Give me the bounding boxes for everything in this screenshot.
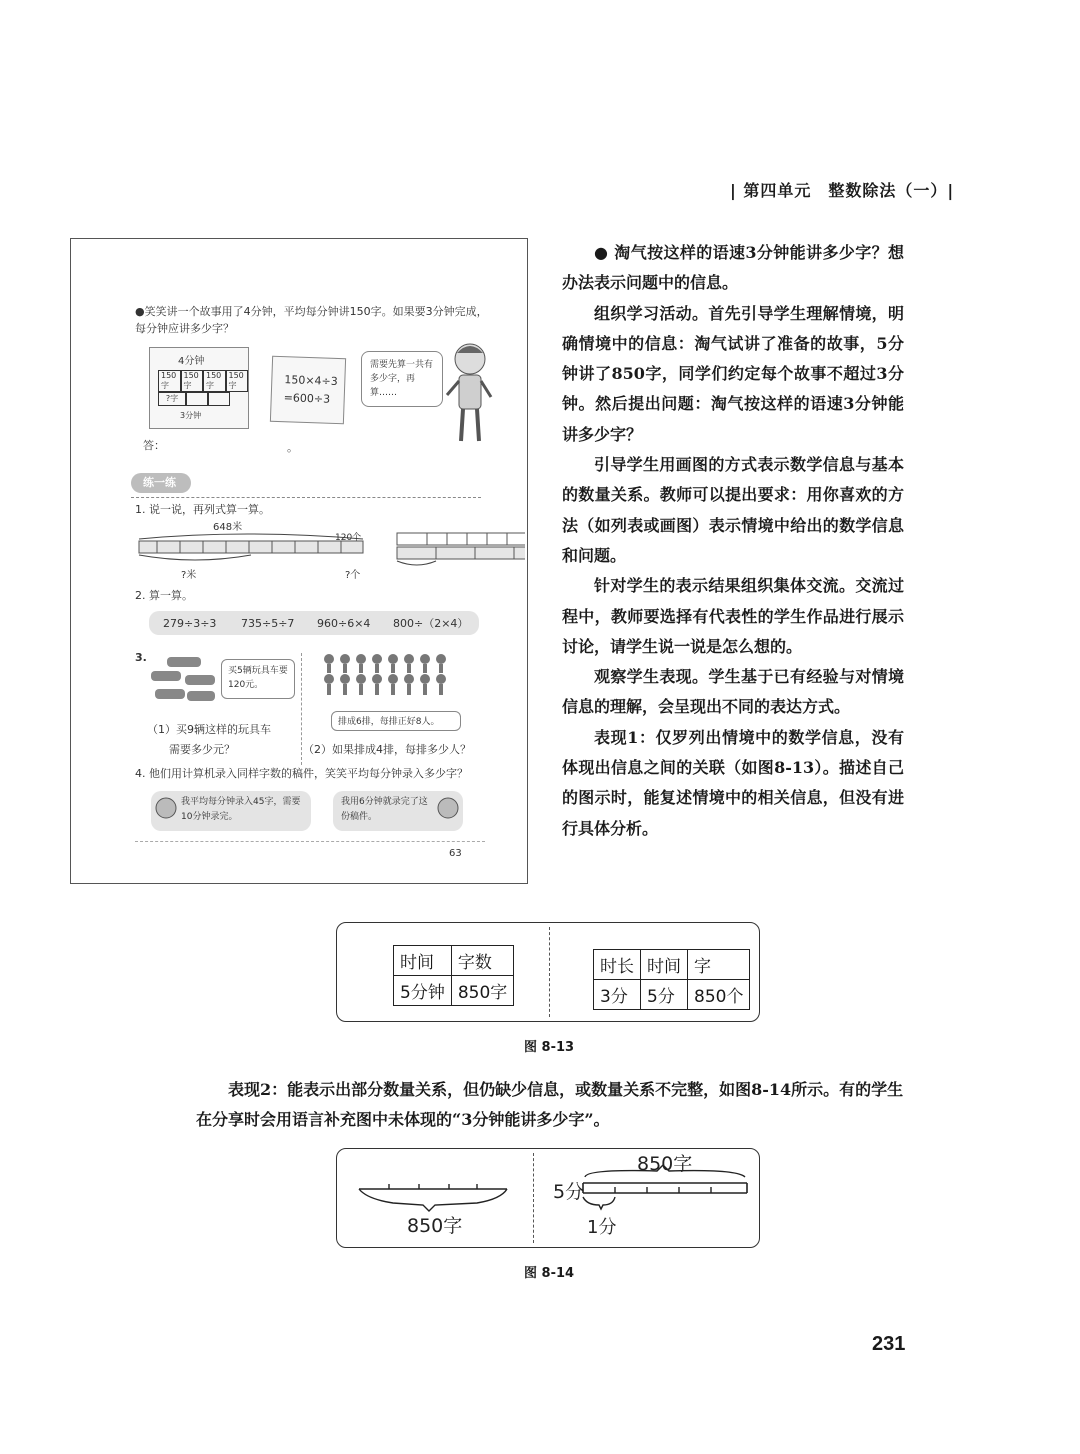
answer-period: 。: [287, 441, 298, 454]
diagram-empty-cell: [186, 392, 208, 406]
practice-banner: [131, 473, 191, 493]
inset-bottom-rule: [135, 841, 485, 842]
calc-line-2: =600÷3: [283, 391, 331, 406]
student-table-right: [593, 949, 750, 1010]
figure-8-13-caption: 图 8-13: [524, 1040, 575, 1055]
table-value-cell: 850字: [451, 976, 513, 1006]
paragraph-performance-2: 表现2：能表示出部分数量关系，但仍缺少信息，或数量关系不完整，如图8-14所示。有的学生在分享时会用语言补充图中未体现的“3分钟能讲多少字”。: [196, 1080, 904, 1129]
q1-bar-diagrams: [135, 531, 525, 571]
q2-expression: 735÷5÷7: [241, 617, 295, 630]
table-header-cell: 字: [688, 950, 750, 980]
table-header-cell: 时长: [594, 950, 641, 980]
q1-left-total: 648米: [213, 522, 243, 533]
paragraph-organize: 组织学习活动。首先引导学生理解情境，明确情境中的信息：淘气试讲了准备的故事，5分钟讲了850字，同学们约定每个故事不超过3分钟。然后提出问题：淘气按这样的语速3分钟能讲多少字？: [562, 303, 904, 444]
table-header-cell: 字数: [451, 946, 513, 976]
diagram-cell: 150字: [181, 370, 204, 392]
table-value-cell: 5分钟: [394, 976, 452, 1006]
q1-right-label: 120个: [335, 533, 362, 543]
speech-bubble: [361, 351, 443, 407]
page-number: 231: [872, 1333, 906, 1355]
paragraph-guide: 引导学生用画图的方式表示数学信息与基本的数量关系。教师可以提出要求：用你喜欢的方法（如列表或画图）表示情境中给出的数学信息和问题。: [562, 455, 904, 565]
table-value-cell: 850个: [688, 980, 750, 1010]
diagram-bar: [158, 370, 248, 392]
diagram-cell: 150字: [203, 370, 226, 392]
q3-sub2: （2）如果排成4排，每排多少人？: [303, 743, 471, 756]
q1-right-question: ?个: [345, 570, 361, 581]
question-4: 4. 他们用计算机录入同样字数的稿件，笑笑平均每分钟录入多少字？: [135, 767, 468, 780]
practice-title: 练一练: [143, 476, 176, 489]
fig14-left-label: 850字: [407, 1215, 463, 1237]
table-header-cell: 时间: [394, 946, 452, 976]
q3-sub1-line2: 需要多少元？: [169, 743, 235, 756]
q3-bubble-right: [331, 711, 461, 731]
table-header-cell: 时间: [641, 950, 688, 980]
q3-bubble-right-text: 排成6排，每排正好8人。: [338, 717, 440, 727]
whiteboard-diagram: [149, 347, 249, 429]
toy-cars-illustration: [149, 655, 219, 705]
question-2: 2. 算一算。: [135, 589, 193, 602]
question-3: 3.: [135, 651, 147, 664]
q1-left-question: ?米: [181, 570, 197, 581]
figure-divider: [549, 927, 550, 1017]
inset-problem-intro: ●笑笑讲一个故事用了4分钟，平均每分钟讲150字。如果要3分钟完成，每分钟应讲多少字？: [135, 305, 488, 335]
fig14-right-bottom-label: 1分: [587, 1217, 617, 1238]
diagram-empty-cell: [208, 392, 230, 406]
figure-8-14: [336, 1148, 760, 1248]
table-value-cell: 5分: [641, 980, 688, 1010]
diagram-bar-2: [158, 392, 230, 406]
q2-expression: 960÷6×4: [317, 617, 371, 630]
paragraph-observe: 观察学生表现。学生基于已有经验与对情境信息的理解，会呈现出不同的表达方式。: [562, 667, 904, 717]
q4-bubble-right-text: 我用6分钟就录完了这份稿件。: [341, 797, 428, 822]
practice-divider: [131, 497, 481, 498]
children-group-illustration: [321, 651, 471, 701]
calc-line-1: 150×4÷3: [284, 373, 338, 389]
figure-8-13: [336, 922, 760, 1022]
paragraph-exchange: 针对学生的表示结果组织集体交流。交流过程中，教师要选择有代表性的学生作品进行展示讨论，请学生说一说是怎么想的。: [562, 576, 904, 656]
q2-expression: 279÷3÷3: [163, 617, 217, 630]
student-bar-drawings: [337, 1149, 759, 1247]
question-1: 1. 说一说，再列式算一算。: [135, 503, 270, 516]
q3-sub1-line1: （1）买9辆这样的玩具车: [147, 723, 271, 736]
table-value-cell: 3分: [594, 980, 641, 1010]
diagram-q-cell: ?字: [158, 392, 186, 406]
girl-avatar-icon: [153, 795, 179, 825]
answer-label: 答：: [143, 439, 165, 452]
q3-divider: [301, 653, 302, 765]
fig14-right-left-label: 5分: [553, 1181, 585, 1203]
student-table-left: [393, 945, 514, 1006]
inset-page-number: 63: [449, 848, 462, 859]
paragraph-question: ● 淘气按这样的语速3分钟能讲多少字？想办法表示问题中的信息。: [562, 243, 904, 293]
calculation-note: [270, 356, 346, 425]
fig14-right-top-label: 850字: [637, 1153, 693, 1175]
diagram-cell: 150字: [158, 370, 181, 392]
diagram-top-label: 4分钟: [178, 356, 205, 367]
right-column-text: [562, 238, 904, 844]
q3-bubble-left: [221, 659, 295, 699]
speech-bubble-text: 需要先算一共有多少字，再算……: [370, 360, 434, 398]
q2-expression: 800÷（2×4）: [393, 617, 469, 630]
figure-8-14-caption: 图 8-14: [524, 1266, 575, 1281]
paragraph-performance-1: 表现1：仅罗列出情境中的数学信息，没有体现出信息之间的关联（如图8-13）。描述自己的图示时，能复述情境中的相关信息，但没有进行具体分析。: [562, 727, 904, 838]
textbook-page-inset: [70, 238, 528, 884]
boy-avatar-icon: [435, 795, 461, 825]
running-header: | 第四单元 整数除法（一）|: [730, 181, 955, 200]
diagram-bottom-label: 3分钟: [180, 411, 202, 420]
diagram-cell: 150字: [226, 370, 249, 392]
q4-bubble-left-text: 我平均每分钟录入45字，需要10分钟录完。: [181, 797, 301, 822]
q3-bubble-left-text: 买5辆玩具车要120元。: [228, 666, 288, 690]
boy-illustration: [445, 339, 495, 449]
